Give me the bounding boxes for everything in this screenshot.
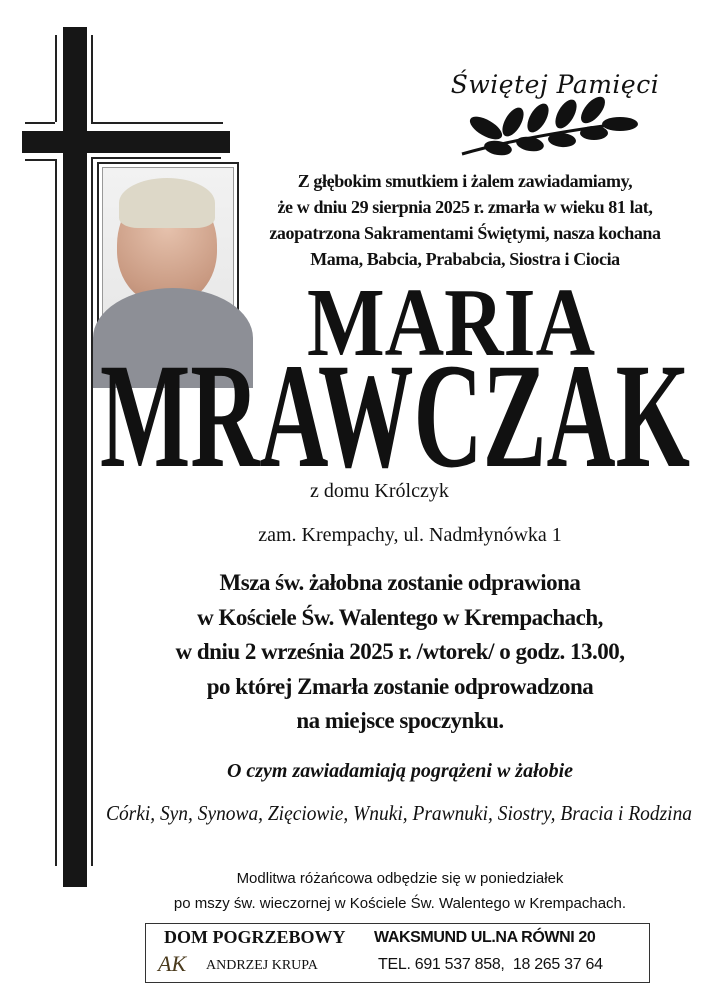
last-name-text: MRAWCZAK [100,333,690,499]
mourners-intro: O czym zawiadamiają pogrążeni w żałobie [226,760,574,782]
cross-vertical-bar [63,27,87,887]
announcement-line: że w dniu 29 sierpnia 2025 r. zmarła w wieku 81 lat, [277,197,653,217]
funeral-mass-info [110,566,690,739]
cross-outline [25,159,55,161]
portrait-photo-frame [97,162,239,355]
mass-line: w dniu 2 września 2025 r. /wtorek/ o godz. 13.00, [175,639,625,664]
prayer-line: po mszy św. wieczornej w Kościele Św. Walentego w Krempachach. [173,895,627,912]
maiden-name: z domu Królczyk [310,480,449,502]
leaf-branch-icon [458,100,638,158]
cross-outline [55,35,57,122]
funeral-home-phone: TEL. 691 537 858, 18 265 37 64 [378,956,603,973]
funeral-home-name: DOM POGRZEBOWY [164,927,346,947]
announcement-line: zaopatrzona Sakramentami Świętymi, nasza kochana [269,223,661,243]
cross-outline [91,159,93,866]
mourners-list-text: Córki, Syn, Synowa, Zięciowie, Wnuki, Prawnuki, Siostry, Bracia i Rodzina [106,801,692,825]
cross-outline [91,122,223,124]
funeral-home-box [145,923,650,983]
funeral-home-owner: ANDRZEJ KRUPA [206,958,318,973]
announcement-text [245,168,685,272]
cross-outline [91,157,221,159]
rosary-prayer-info [110,866,690,916]
announcement-line: Z głębokim smutkiem i żalem zawiadamiamy, [297,171,633,191]
mass-line: w Kościele Św. Walentego w Krempachach, [197,604,603,630]
portrait-photo [102,167,234,350]
first-name-text: MARIA [307,269,596,377]
cross-outline [55,159,57,866]
cross-outline [25,122,55,124]
funeral-home-address: WAKSMUND UL.NA RÓWNI 20 [374,929,596,946]
cross-outline [91,35,93,122]
mass-line: na miejsce spoczynku. [296,708,504,733]
memorial-title: Świętej Pamięci [450,70,660,99]
residence-address: zam. Krempachy, ul. Nadmłynówka 1 [258,524,562,546]
funeral-home-logo: AK [158,951,187,976]
announcement-line: Mama, Babcia, Prababcia, Siostra i Ciocia [310,249,620,269]
cross-horizontal-bar [22,131,230,153]
prayer-line: Modlitwa różańcowa odbędzie się w poniedziałek [236,870,564,887]
mass-line: po której Zmarła zostanie odprowadzona [206,673,594,699]
mourners-list [104,798,696,828]
mass-line: Msza św. żałobna zostanie odprawiona [219,570,581,595]
